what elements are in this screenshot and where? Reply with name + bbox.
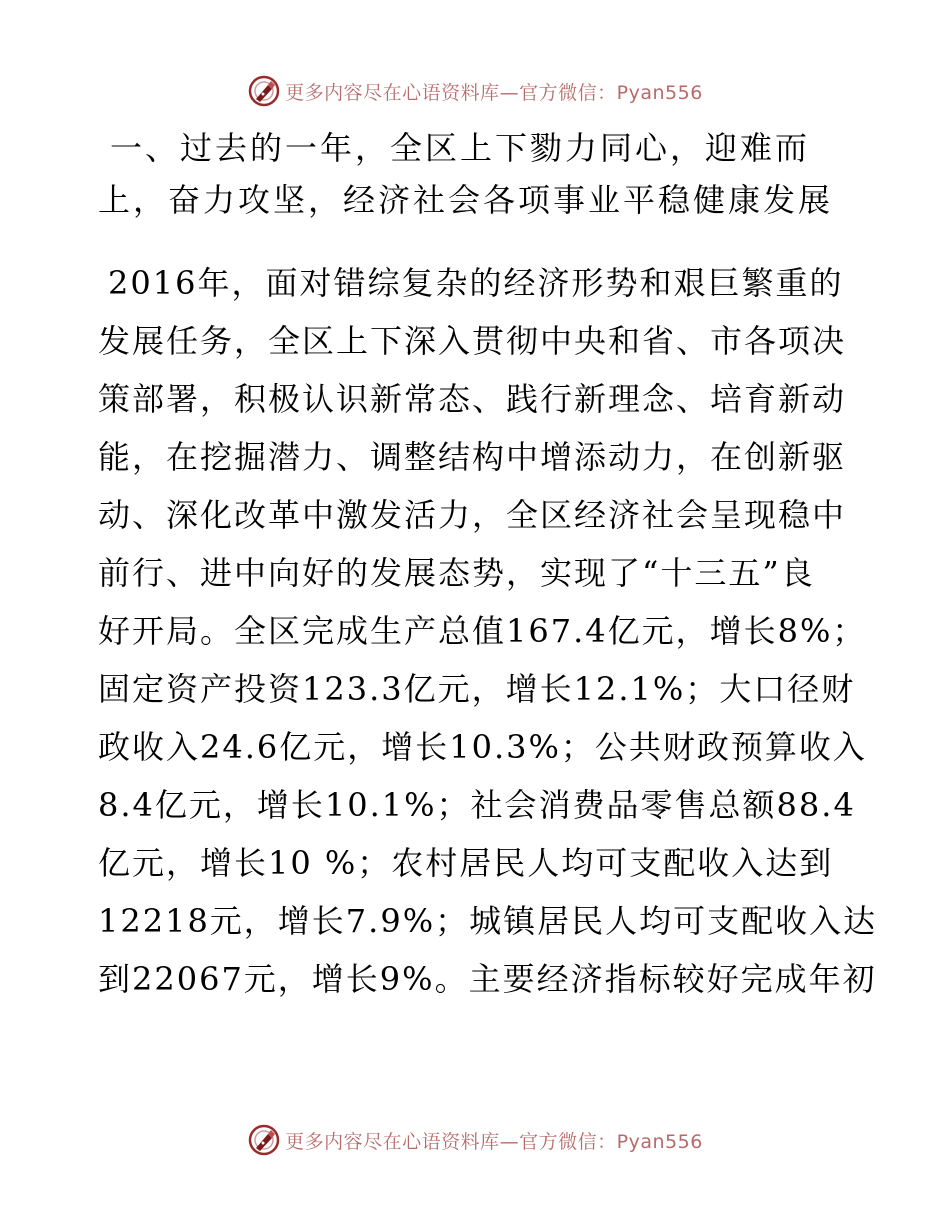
header-watermark	[0, 71, 950, 111]
footer-watermark	[0, 1120, 950, 1160]
pen-nib-logo-icon	[247, 1123, 281, 1157]
paragraph-line: 8.4亿元，增长10.1%；社会消费品零售总额88.4	[98, 786, 856, 824]
paragraph-line: 前行、进中向好的发展态势，实现了“十三五”良	[98, 554, 815, 592]
heading-line: 一、过去的一年，全区上下勠力同心，迎难而	[110, 129, 811, 167]
paragraph-line: 到22067元，增长9%。主要经济指标较好完成年初	[98, 960, 877, 998]
paragraph-line: 固定资产投资123.3亿元，增长12.1%；大口径财	[98, 670, 856, 708]
paragraph-line: 策部署，积极认识新常态、践行新理念、培育新动	[98, 380, 847, 418]
watermark-text: 更多内容尽在心语资料库—官方微信：Pyan556	[285, 1130, 703, 1153]
heading-line: 上，奋力攻坚，经济社会各项事业平稳健康发展	[98, 181, 834, 219]
pen-nib-logo-icon	[247, 74, 281, 108]
watermark-text: 更多内容尽在心语资料库—官方微信：Pyan556	[285, 81, 703, 104]
paragraph-line: 亿元，增长10 %；农村居民人均可支配收入达到	[98, 844, 834, 882]
paragraph-line: 政收入24.6亿元，增长10.3%；公共财政预算收入	[98, 728, 867, 766]
paragraph-line: 好开局。全区完成生产总值167.4亿元，增长8%；	[98, 612, 867, 650]
paragraph-line: 2016年，面对错综复杂的经济形势和艰巨繁重的	[108, 264, 844, 302]
paragraph-line: 12218元，增长7.9%；城镇居民人均可支配收入达	[98, 902, 878, 940]
section-heading	[98, 122, 878, 226]
paragraph-line: 动、深化改革中激发活力，全区经济社会呈现稳中	[98, 496, 847, 534]
body-paragraph	[98, 254, 878, 1008]
paragraph-line: 能，在挖掘潜力、调整结构中增添动力，在创新驱	[98, 438, 847, 476]
paragraph-line: 发展任务，全区上下深入贯彻中央和省、市各项决	[98, 322, 847, 360]
